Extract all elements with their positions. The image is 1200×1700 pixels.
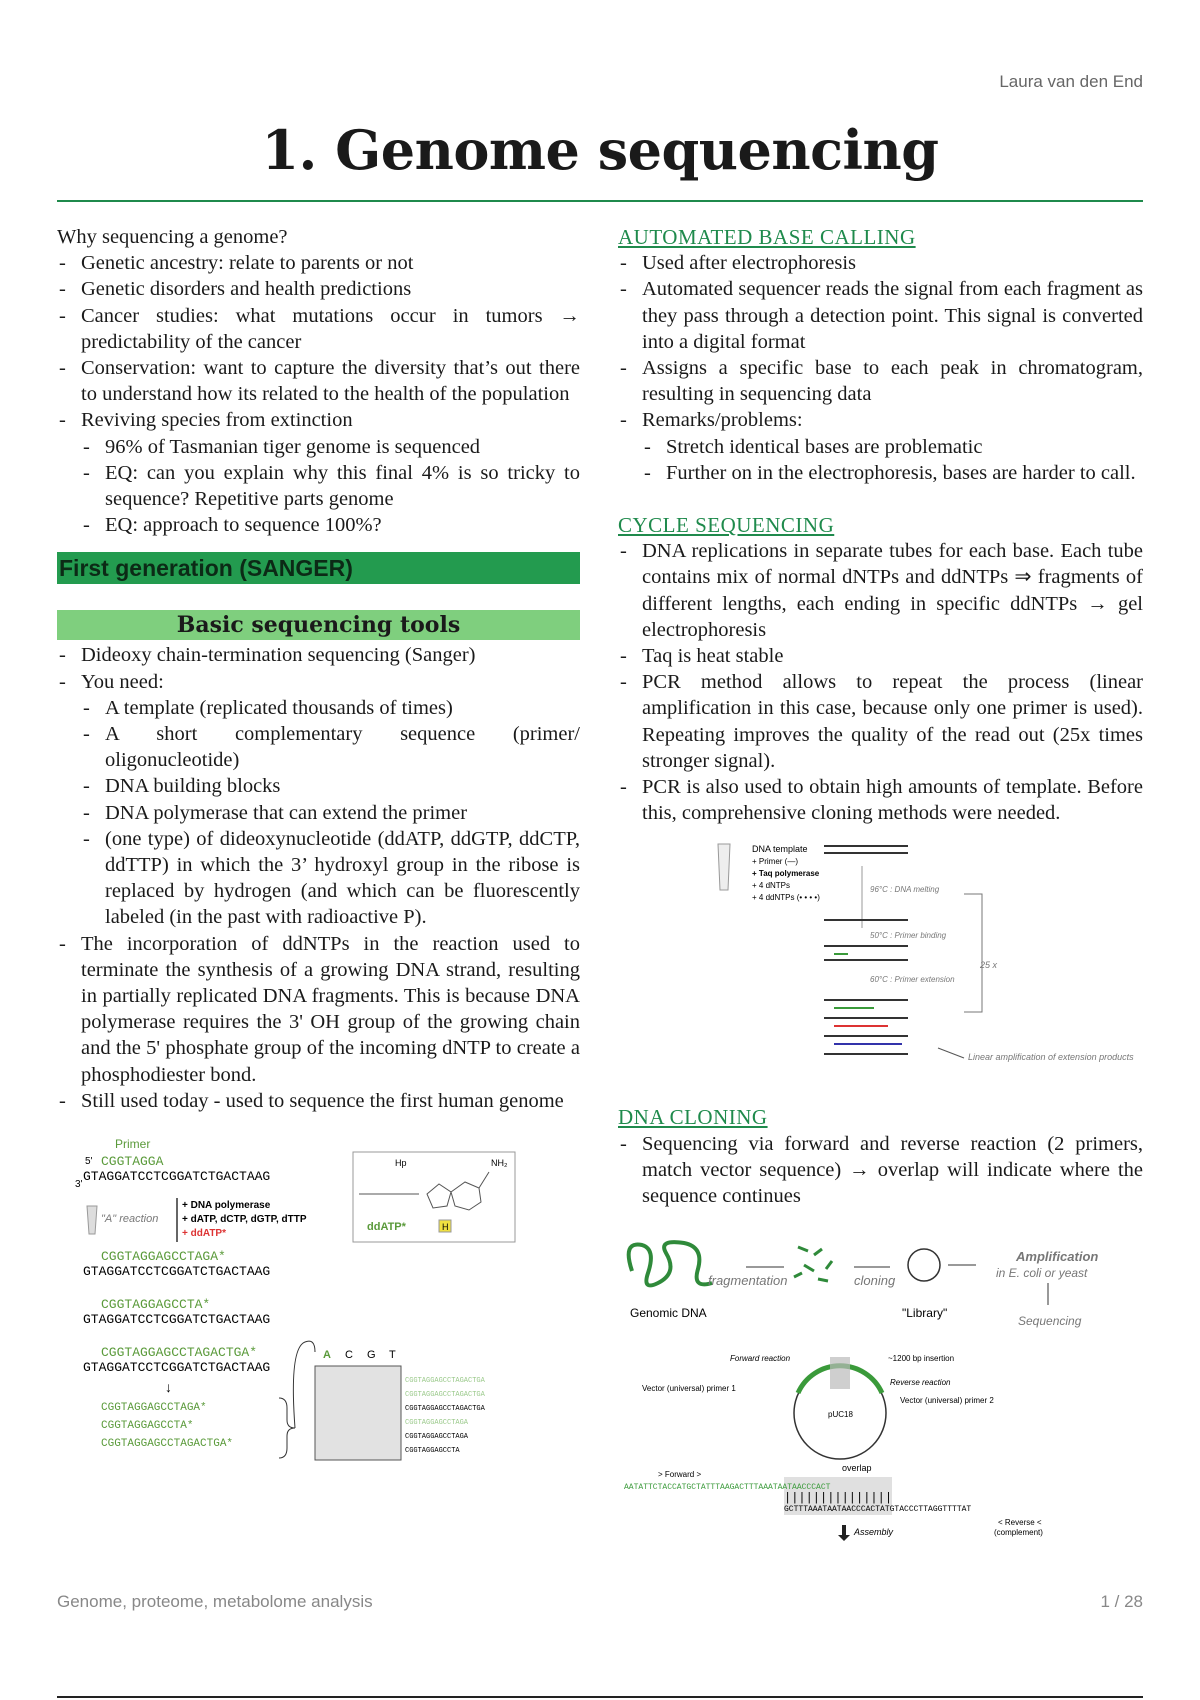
product-2	[83, 1297, 270, 1327]
list-item: - The incorporation of ddNTPs in the reaction used to terminate the synthesis of a growing DNA strand, resulting in partially replicated DNA fragments. This is because DNA polymerase requires the 3' OH group of the growing chain and the 5' phosphate group of the incoming dNTP to create a phosphodiester bond.	[57, 931, 580, 1088]
library-label: "Library"	[902, 1306, 948, 1321]
heading-automated-base-calling: AUTOMATED BASE CALLING	[618, 225, 916, 249]
assembly-arrow-icon	[838, 1525, 850, 1541]
library-plasmid-icon	[908, 1249, 940, 1281]
mix-item: + Taq polymerase	[752, 869, 820, 879]
vector-primer2-label: Vector (universal) primer 2	[900, 1396, 994, 1406]
product-3	[83, 1345, 270, 1375]
insert-highlight	[830, 1357, 850, 1389]
mix-item: + 4 dNTPs	[752, 881, 791, 891]
product-list-item: CGGTAGGAGCCTA*	[101, 1420, 194, 1433]
page-title: 1. Genome sequencing	[261, 118, 939, 182]
list-item: - Used after electrophoresis	[618, 250, 1143, 276]
assembly-label: Assembly	[854, 1527, 894, 1538]
section-heading-sanger: First generation (SANGER)	[57, 552, 580, 584]
five-prime-label: 5'	[85, 1156, 93, 1168]
forward-reaction-label: Forward reaction	[730, 1354, 791, 1364]
step-label: 96°C : DNA melting	[870, 885, 940, 895]
result-label: Linear amplification of extension products	[968, 1052, 1134, 1063]
product-brace	[279, 1398, 295, 1458]
needs-sublist	[81, 695, 580, 931]
genomic-dna-icon	[629, 1242, 712, 1285]
list-item-text: Reviving species from extinction	[81, 409, 353, 432]
bottom-divider	[57, 1696, 1143, 1698]
primer-label: Primer	[115, 1137, 151, 1152]
tools-list	[57, 642, 580, 694]
gel-lane-label: G	[367, 1349, 376, 1362]
list-item: - Sequencing via forward and reverse reaction (2 primers, match vector sequence) → overlap will indicate where the sequence continues	[618, 1131, 1143, 1210]
list-item: - (one type) of dideoxynucleotide (ddATP, ddGTP, ddCTP, ddTTP) in which the 3’ hydroxyl group in the ribose is replaced by hydrogen (and which can be fluorescently labeled (in the past with radioactive P).	[81, 826, 580, 931]
fragmentation-label: fragmentation	[708, 1273, 788, 1289]
list-item: - You need:	[57, 669, 580, 695]
mix-item: + Primer (—)	[752, 857, 798, 867]
list-item: - PCR method allows to repeat the process (linear amplification in this case, because only one primer is used). Repeating improves the quality of the read out (25x times stronger signal).	[618, 669, 1143, 774]
heading-dna-cloning: DNA CLONING	[618, 1105, 768, 1130]
gel-arrow	[293, 1341, 315, 1428]
list-item: - DNA building blocks	[81, 773, 580, 799]
amplification-sub-label: in E. coli or yeast	[996, 1266, 1088, 1281]
dna-template-strands	[824, 846, 908, 853]
reasons-list	[57, 250, 580, 433]
cycle-list	[618, 538, 1143, 826]
list-item: - Automated sequencer reads the signal from each fragment as they pass through a detection point. This signal is converted into a digital format	[618, 276, 1143, 355]
ddatp-structure	[359, 1172, 489, 1210]
gel-band: CGGTAGGAGCCTAGACTGA	[405, 1377, 485, 1386]
reagent-ddatp: + ddATP*	[182, 1228, 226, 1240]
reagent-polymerase: + DNA polymerase	[182, 1200, 271, 1212]
product-sequence: CGGTAGGAGCCTAGA*	[101, 1249, 226, 1265]
gel	[315, 1366, 401, 1460]
reverse-sequence: GCTTTAAATAATAACCCACTATGTACCCTTAGGTTTTAT	[784, 1505, 972, 1515]
overlap-bars: |||||||||||||||	[784, 1491, 893, 1506]
gel-band: CGGTAGGAGCCTAGA	[405, 1419, 469, 1428]
list-item: - Further on in the electrophoresis, bases are harder to call.	[642, 460, 1143, 486]
product-1	[83, 1249, 270, 1279]
reviving-sublist	[81, 434, 580, 539]
down-arrow: ↓	[165, 1379, 172, 1396]
gel-band-list	[405, 1377, 486, 1455]
more-list	[57, 931, 580, 1114]
footer-course: Genome, proteome, metabolome analysis	[57, 1592, 373, 1611]
extension-products	[824, 1000, 908, 1054]
gel-band: CGGTAGGAGCCTAGA	[405, 1433, 469, 1442]
product-sequence: CGGTAGGAGCCTA*	[101, 1297, 211, 1313]
gel-lane-labels	[323, 1349, 396, 1361]
step-label: 60°C : Primer extension	[870, 975, 955, 985]
step-label: 50°C : Primer binding	[870, 931, 947, 941]
list-item: - Remarks/problems:	[618, 407, 1143, 433]
cloning-label: cloning	[854, 1273, 896, 1289]
gel-lane-label: C	[345, 1349, 353, 1362]
template-sequence: GTAGGATCCTCGGATCTGACTAAG	[83, 1169, 271, 1185]
gel-band: CGGTAGGAGCCTAGACTGA	[405, 1405, 485, 1414]
tube-icon	[87, 1206, 97, 1234]
insertion-label: ~1200 bp insertion	[888, 1354, 955, 1364]
reverse-label: < Reverse <	[998, 1518, 1042, 1528]
primer-sequence: CGGTAGGA	[101, 1154, 164, 1170]
footer-page-number: 1 / 28	[1100, 1592, 1143, 1611]
overlap-label: overlap	[842, 1463, 872, 1474]
genomic-label: Genomic DNA	[630, 1306, 707, 1321]
template-sequence: GTAGGATCCTCGGATCTGACTAAG	[83, 1264, 271, 1280]
list-item: - Dideoxy chain-termination sequencing (Sanger)	[57, 642, 580, 668]
product-sequence: CGGTAGGAGCCTAGACTGA*	[101, 1345, 258, 1361]
fragments-icon	[794, 1247, 832, 1281]
result-arrow	[938, 1048, 964, 1058]
gel-band: CGGTAGGAGCCTA	[405, 1447, 460, 1456]
reverse-reaction-label: Reverse reaction	[890, 1378, 951, 1388]
gel-band: CGGTAGGAGCCTAGACTGA	[405, 1391, 485, 1400]
hydrogen-label: H	[442, 1222, 449, 1233]
abc-list	[618, 250, 1143, 433]
mix-item: DNA template	[752, 844, 808, 855]
gel-lane-label: T	[389, 1349, 396, 1362]
list-item: - EQ: approach to sequence 100%?	[81, 512, 580, 538]
list-item: - 96% of Tasmanian tiger genome is sequenced	[81, 434, 580, 460]
list-item: - PCR is also used to obtain high amounts of template. Before this, comprehensive cloning methods were needed.	[618, 774, 1143, 826]
product-list-item: CGGTAGGAGCCTAGA*	[101, 1402, 207, 1415]
author-name: Laura van den End	[999, 72, 1143, 91]
template-sequence: GTAGGATCCTCGGATCTGACTAAG	[83, 1312, 271, 1328]
cloning-list	[618, 1131, 1143, 1210]
list-item: - EQ: can you explain why this final 4% is so tricky to sequence? Repetitive parts genome	[81, 460, 580, 512]
abc-sublist	[642, 434, 1143, 486]
structure-label: Hp	[395, 1158, 407, 1169]
list-item: - Cancer studies: what mutations occur in tumors → predictability of the cancer	[57, 303, 580, 355]
list-item: - Stretch identical bases are problematic	[642, 434, 1143, 460]
ddatp-label: ddATP*	[367, 1221, 406, 1234]
subsection-heading-tools: Basic sequencing tools	[57, 610, 580, 640]
list-item: - Taq is heat stable	[618, 643, 1143, 669]
list-item: - Assigns a specific base to each peak in chromatogram, resulting in sequencing data	[618, 355, 1143, 407]
cycle-sequencing-figure	[618, 838, 1143, 1094]
product-list-item: CGGTAGGAGCCTAGACTGA*	[101, 1438, 234, 1451]
plasmid-label: pUC18	[828, 1410, 853, 1420]
amine-label: NH₂	[491, 1158, 508, 1169]
list-item: - DNA replications in separate tubes for each base. Each tube contains mix of normal dNTPs and ddNTPs ⇒ fragments of different lengths, each ending in specific ddNTPs → gel electrophoresis	[618, 538, 1143, 643]
dna-cloning-figure	[618, 1221, 1143, 1551]
vector-primer1-label: Vector (universal) primer 1	[642, 1384, 736, 1394]
three-prime-label: 3'	[75, 1179, 83, 1191]
heading-cycle-sequencing: CYCLE SEQUENCING	[618, 513, 835, 538]
list-item: - A short complementary sequence (primer/ oligonucleotide)	[81, 721, 580, 773]
list-item: - Still used today - used to sequence the first human genome	[57, 1088, 580, 1114]
amplification-label: Amplification	[1016, 1249, 1099, 1265]
sequencing-label: Sequencing	[1018, 1314, 1082, 1329]
left-column	[57, 224, 580, 1462]
sanger-reaction-figure	[57, 1132, 580, 1462]
reaction-label: "A" reaction	[101, 1213, 159, 1226]
complement-label: (complement)	[994, 1528, 1043, 1538]
list-item: - Genetic disorders and health predictions	[57, 276, 580, 302]
template-sequence: GTAGGATCCTCGGATCTGACTAAG	[83, 1360, 271, 1376]
mix-item: + 4 ddNTPs (• • • •)	[752, 893, 820, 903]
repeat-label: 25 x	[980, 960, 998, 971]
reagent-dntps: + dATP, dCTP, dGTP, dTTP	[182, 1214, 307, 1226]
forward-sequence: AATATTCTACCATGCTATTTAAGACTTTAAATAATAACCCACT	[624, 1483, 831, 1493]
list-item: - Genetic ancestry: relate to parents or not	[57, 250, 580, 276]
forward-label: > Forward >	[658, 1470, 702, 1480]
list-item: - A template (replicated thousands of times)	[81, 695, 580, 721]
gel-lane-label: A	[323, 1349, 331, 1362]
right-column	[618, 224, 1143, 1551]
title-divider	[57, 200, 1143, 202]
list-item: - Conservation: want to capture the diversity that’s out there to understand how its related to the health of the population	[57, 355, 580, 407]
intro-question: Why sequencing a genome?	[57, 226, 288, 248]
list-item	[57, 407, 580, 433]
repeat-bracket	[964, 894, 982, 1012]
list-item: - DNA polymerase that can extend the primer	[81, 800, 580, 826]
tube-icon	[718, 844, 730, 890]
